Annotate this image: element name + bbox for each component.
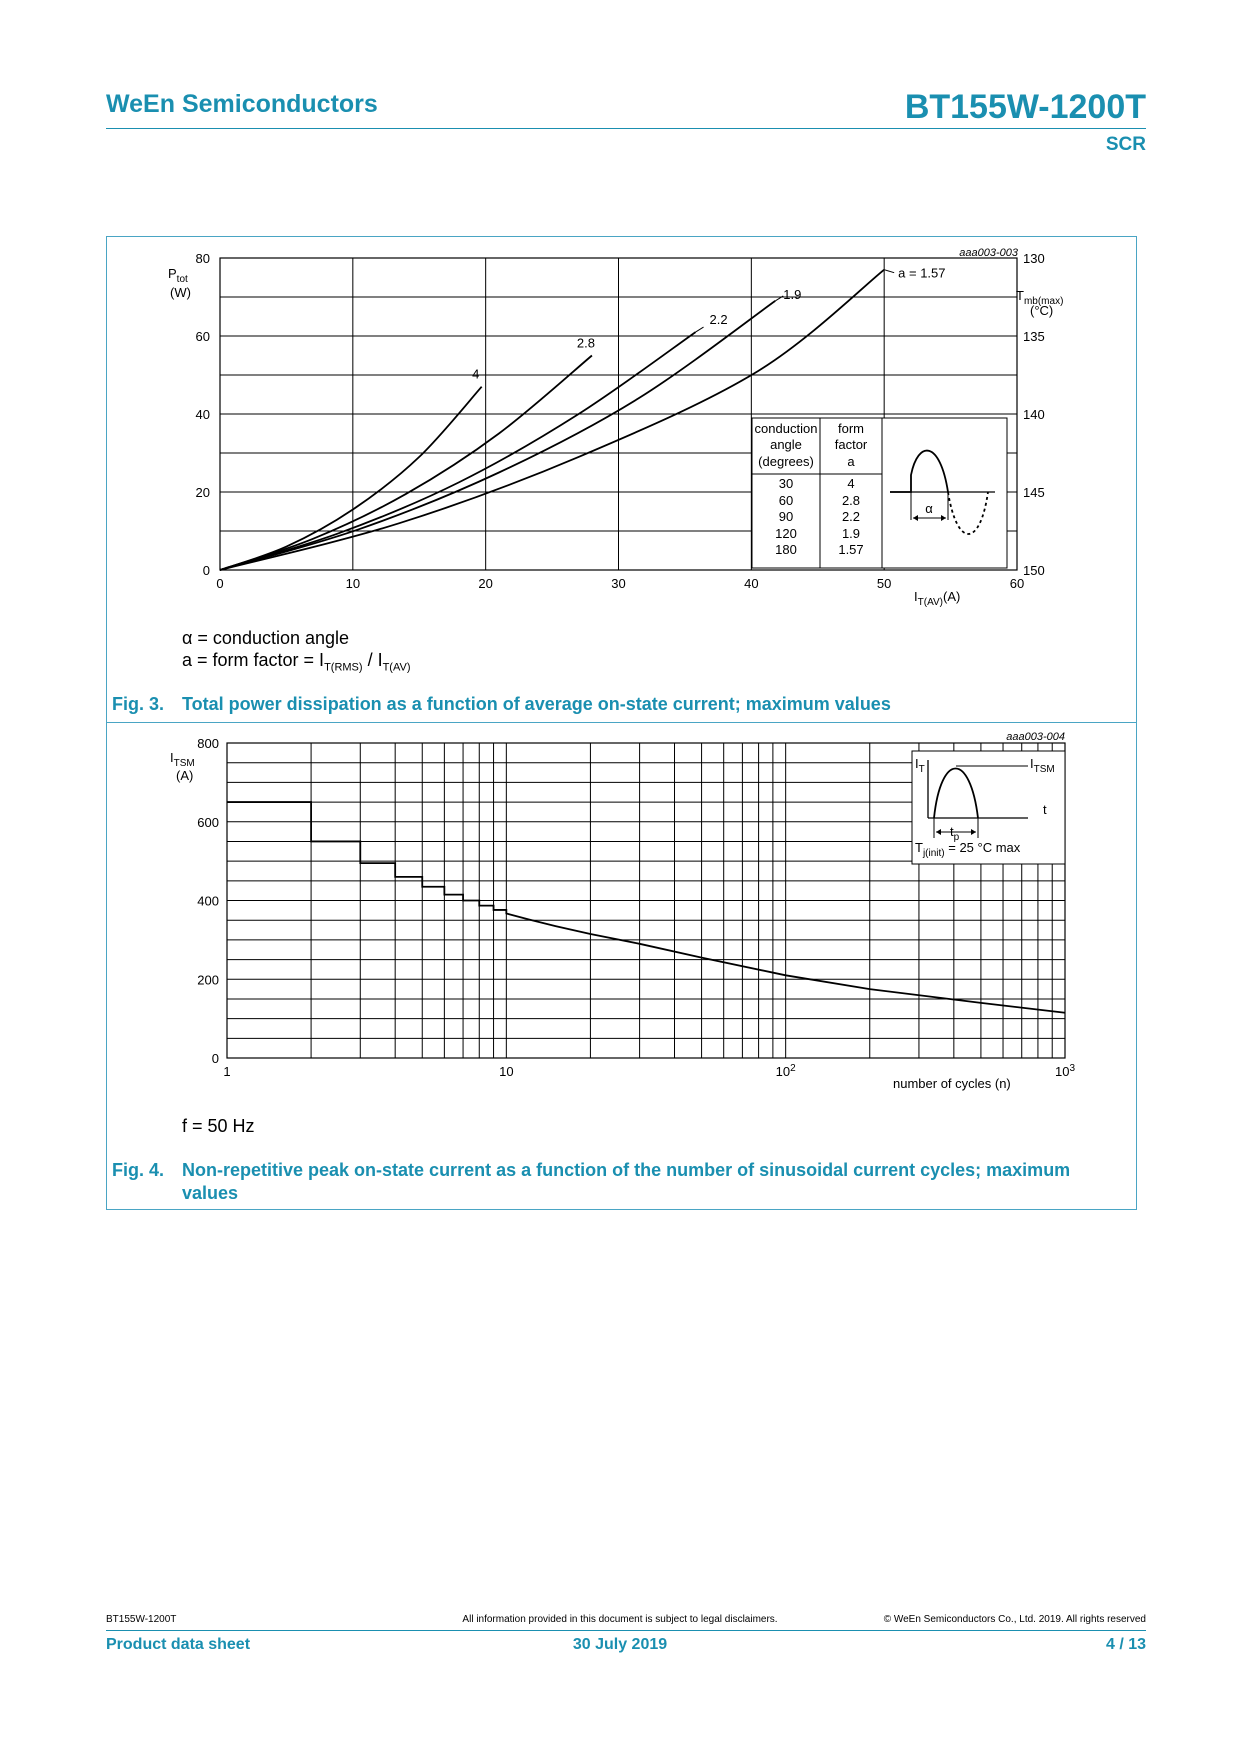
fig3-ytick-label: 60 bbox=[195, 329, 210, 344]
company-name: WeEn Semiconductors bbox=[106, 90, 378, 118]
footer-page: 4 / 13 bbox=[1105, 1636, 1146, 1653]
footer-disclaimer: All information provided in this document is subject to legal disclaimers. bbox=[462, 1614, 778, 1625]
footer-copyright: © WeEn Semiconductors Co., Ltd. 2019. All rights reserved bbox=[883, 1614, 1146, 1625]
part-number: BT155W-1200T bbox=[904, 88, 1146, 126]
fig4-xtick-label: $10^3$ bbox=[1054, 1063, 1076, 1079]
fig4-note: f = 50 Hz bbox=[182, 1116, 255, 1136]
fig3-ytick-label: 80 bbox=[195, 251, 210, 266]
fig3-xtick-label: 30 bbox=[611, 576, 626, 591]
fig3-xtick-label: 20 bbox=[478, 576, 493, 591]
fig3-caption-num: Fig. 3. bbox=[112, 694, 165, 714]
inset-h-form-2: factor bbox=[834, 437, 868, 452]
fig3-ytick-label: 20 bbox=[195, 485, 210, 500]
fig3-ytick-label: 0 bbox=[202, 563, 210, 578]
fig3-y2tick-label: 140 bbox=[1023, 407, 1045, 422]
fig3-series-label: 1.9 bbox=[783, 286, 802, 302]
inset-angle: 90 bbox=[778, 509, 794, 524]
inset-itsm: $I_{TSM}$ bbox=[1030, 756, 1055, 775]
inset-factor: 1.57 bbox=[838, 542, 864, 557]
inset-factor: 1.9 bbox=[841, 526, 861, 541]
fig4-caption-line1: Non-repetitive peak on-state current as a function of the number of sinusoidal current cycles; maximum bbox=[182, 1160, 1071, 1180]
fig4-ytick-label: 0 bbox=[211, 1051, 219, 1066]
fig4-caption-num: Fig. 4. bbox=[112, 1160, 165, 1180]
fig3-code: aaa003-003 bbox=[959, 247, 1018, 259]
fig3-note-alpha: α = conduction angle bbox=[182, 628, 350, 648]
footer-doc-type: Product data sheet bbox=[106, 1636, 251, 1653]
fig4-ytick-label: 200 bbox=[197, 972, 219, 988]
inset-angle: 60 bbox=[778, 493, 794, 508]
fig3-note-formfactor: a = form factor = $I_{T(RMS)} / I_{T(AV)}$ bbox=[182, 650, 411, 674]
footer-divider bbox=[106, 1630, 1146, 1631]
fig3-y2tick-label: 135 bbox=[1023, 329, 1045, 344]
fig4-code: aaa003-004 bbox=[1006, 731, 1065, 743]
fig3-xtick-label: 10 bbox=[345, 576, 361, 591]
fig3-series-label: 4 bbox=[472, 366, 480, 382]
fig4-yunit: (A) bbox=[176, 768, 194, 783]
fig3-xtick-label: 0 bbox=[216, 576, 224, 591]
fig4-xtick-label: 1 bbox=[223, 1064, 231, 1079]
inset-factor: 2.2 bbox=[841, 509, 861, 524]
fig4-xtick-label: 10 bbox=[499, 1064, 514, 1079]
fig4-xtick-label: $10^2$ bbox=[775, 1063, 796, 1079]
inset-h-form-3: a bbox=[847, 454, 855, 469]
fig3-series-label: 2.2 bbox=[709, 312, 728, 328]
fig3-yunit: (W) bbox=[170, 285, 191, 300]
alpha-symbol: α bbox=[925, 501, 933, 516]
inset-factor: 4 bbox=[847, 476, 855, 491]
inset-tj: $T_{j(init)} = 25$ °C max bbox=[915, 840, 1021, 859]
fig3-y2tick-label: 150 bbox=[1023, 563, 1045, 578]
fig3-series-label: 2.8 bbox=[576, 335, 595, 351]
fig3-y2tick-label: 145 bbox=[1023, 485, 1045, 500]
fig4-xlabel: number of cycles (n) bbox=[893, 1076, 1011, 1091]
fig3-xtick-label: 60 bbox=[1009, 576, 1025, 591]
inset-h-angle-1: conduction bbox=[754, 421, 818, 436]
fig3-ytick-label: 40 bbox=[195, 407, 210, 422]
inset-angle: 30 bbox=[778, 476, 794, 491]
fig3-y2tick-label: 130 bbox=[1023, 251, 1045, 266]
fig3-ylabel: $P_{tot}$ bbox=[168, 266, 188, 285]
device-type: SCR bbox=[1105, 134, 1146, 155]
fig3-caption: Total power dissipation as a function of average on-state current; maximum values bbox=[182, 694, 891, 714]
inset-h-form-1: form bbox=[838, 421, 864, 436]
inset-h-angle-2: angle bbox=[770, 437, 802, 452]
fig4-ytick-label: 800 bbox=[197, 736, 219, 751]
inset-t: t bbox=[1043, 802, 1047, 817]
inset-h-angle-3: (degrees) bbox=[758, 454, 814, 469]
fig3-series-label: a = 1.57 bbox=[898, 265, 946, 281]
fig3-xtick-label: 50 bbox=[876, 576, 892, 591]
fig3-y2label: $T_{mb(max)}$ bbox=[1016, 288, 1064, 307]
fig4-ytick-label: 400 bbox=[197, 893, 219, 909]
inset-angle: 120 bbox=[775, 526, 797, 541]
fig3-xlabel: $I_{T(AV)}(A)$ bbox=[914, 589, 961, 608]
fig4-ytick-label: 600 bbox=[197, 814, 219, 830]
fig3-y2unit: (°C) bbox=[1030, 303, 1054, 318]
fig4-inset bbox=[912, 751, 1065, 864]
inset-factor: 2.8 bbox=[841, 493, 861, 508]
footer-part: BT155W-1200T bbox=[106, 1614, 177, 1625]
fig4-ylabel: $I_{TSM}$ bbox=[170, 750, 195, 769]
inset-it: $I_T$ bbox=[915, 756, 925, 775]
inset-tp: $t_p$ bbox=[950, 824, 960, 843]
footer-date: 30 July 2019 bbox=[572, 1636, 668, 1653]
fig3-xtick-label: 40 bbox=[744, 576, 759, 591]
inset-angle: 180 bbox=[775, 542, 797, 557]
fig4-caption-line2: values bbox=[182, 1183, 239, 1203]
